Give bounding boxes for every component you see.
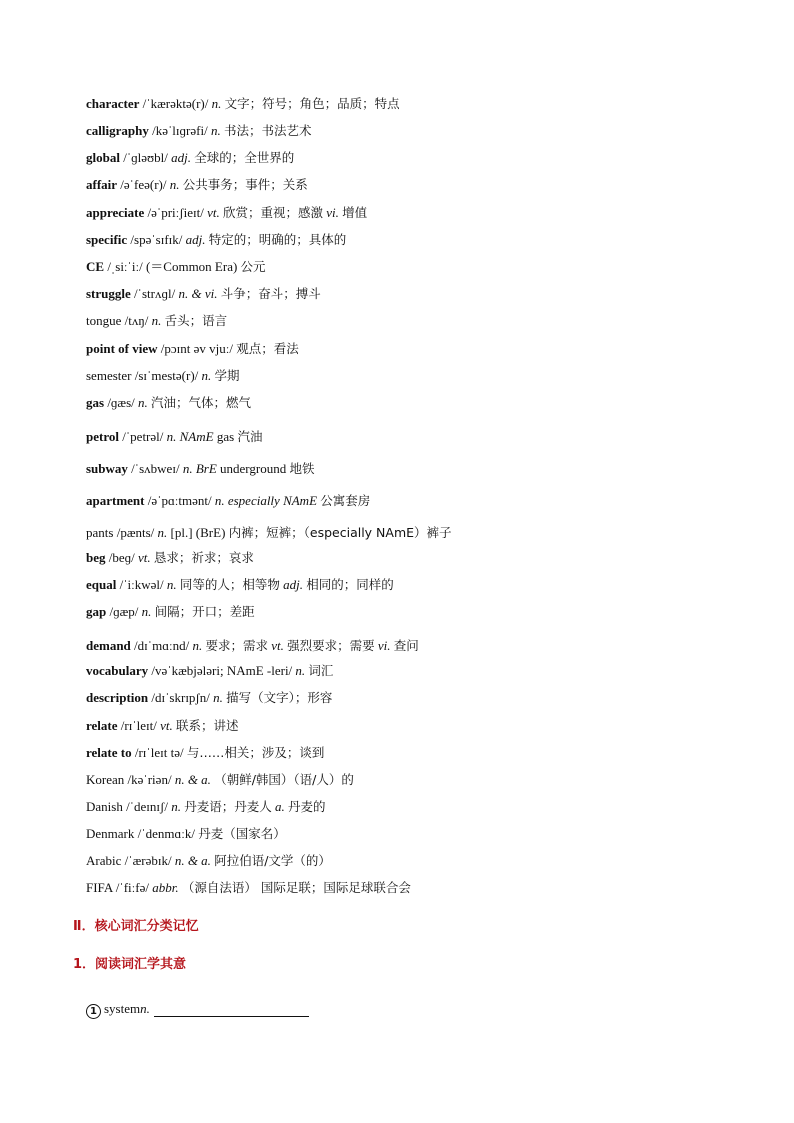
vocab-phonetic: /beɡ/ — [108, 550, 135, 565]
vocab-entry — [86, 548, 776, 568]
vocab-word: global — [86, 150, 120, 165]
vocab-entry — [86, 523, 776, 543]
vocab-phonetic: /ˈɡləʊbl/ — [123, 150, 168, 165]
vocab-note: (＝Common Era) — [145, 259, 238, 274]
vocab-phonetic: /dɪˈmɑːnd/ — [134, 638, 190, 653]
vocab-meaning: 丹麦（国家名） — [198, 826, 286, 841]
vocab-pos: n. — [171, 799, 181, 814]
vocab-word: struggle — [86, 286, 131, 301]
vocab-word: Arabic — [86, 853, 122, 868]
vocab-entry — [86, 175, 776, 195]
vocab-pos: n. — [295, 663, 306, 678]
vocab-word: FIFA — [86, 880, 113, 895]
vocab-entry — [86, 851, 776, 871]
vocab-entry — [86, 770, 776, 790]
vocab-word: demand — [86, 638, 131, 653]
vocab-phonetic: /ˈpetrəl/ — [122, 429, 164, 444]
vocab-phonetic: /dɪˈskrɪpʃn/ — [151, 690, 210, 705]
vocab-phonetic: /rɪˈleɪt tə/ — [134, 745, 184, 760]
vocab-pos: n. — [166, 577, 177, 592]
vocab-entry — [86, 459, 776, 479]
vocab-pos: vi. — [326, 205, 339, 220]
vocab-pos: n. & a. — [174, 853, 211, 868]
vocab-meaning: 特定的；明确的；具体的 — [208, 232, 347, 247]
vocab-meaning: 舌头；语言 — [164, 313, 228, 328]
vocab-entry — [86, 743, 776, 763]
vocab-meaning: 丹麦语；丹麦人 — [184, 799, 272, 814]
vocab-pos: adj. — [283, 577, 304, 592]
vocab-word: tongue — [86, 313, 122, 328]
vocab-phonetic: /ˌsiːˈiː/ — [107, 259, 143, 274]
vocab-meaning: 相同的；同样的 — [306, 577, 394, 592]
vocab-word: pants — [86, 525, 114, 540]
vocab-word: vocabulary — [86, 663, 149, 678]
vocab-word: gap — [86, 604, 107, 619]
vocab-entry — [86, 257, 776, 277]
exercise-item — [86, 998, 309, 1020]
vocab-entry — [86, 203, 776, 223]
vocab-meaning: 描写（文字）；形容 — [226, 690, 333, 705]
vocab-pos: n. — [211, 96, 222, 111]
vocab-phonetic: /kəˈlɪɡrəfi/ — [152, 123, 208, 138]
vocab-entry — [86, 575, 776, 595]
vocab-phonetic: /pænts/ — [116, 525, 155, 540]
vocab-meaning: 强烈要求；需要 — [287, 638, 375, 653]
vocab-entry — [86, 661, 776, 681]
vocab-meaning: 公共事务；事件；关系 — [182, 177, 308, 192]
vocab-entry — [86, 602, 776, 622]
vocab-pos: n. — [192, 638, 203, 653]
vocab-meaning: 丹麦的 — [288, 799, 326, 814]
vocab-word: petrol — [86, 429, 119, 444]
vocab-entry — [86, 824, 776, 844]
exercise-pos: n. — [140, 1001, 150, 1016]
vocab-entry — [86, 366, 776, 386]
vocab-meaning: 欣赏；重视；感激 — [222, 205, 323, 220]
vocab-pos: n. & vi. — [178, 286, 218, 301]
vocab-meaning: 斗争；奋斗；搏斗 — [220, 286, 321, 301]
vocab-entry — [86, 94, 776, 114]
vocab-meaning: （源自法语） 国际足联；国际足球联合会 — [181, 880, 411, 895]
vocab-pos: adj. — [171, 150, 192, 165]
vocab-meaning: 同等的人；相等物 — [179, 577, 280, 592]
vocab-meaning: （朝鲜/韩国）（语/人）的 — [214, 772, 354, 787]
vocab-pos: abbr. — [152, 880, 179, 895]
vocab-entry — [86, 491, 776, 511]
vocab-pos: n. — [166, 429, 177, 444]
vocab-note: [pl.] (BrE) — [170, 525, 226, 540]
vocab-entry — [86, 121, 776, 141]
vocab-meaning: 查问 — [393, 638, 419, 653]
vocab-note: gas — [216, 429, 235, 444]
vocab-entry — [86, 797, 776, 817]
vocab-word: Korean — [86, 772, 125, 787]
vocab-note-italic: NAmE — [179, 429, 214, 444]
vocab-entry — [86, 284, 776, 304]
vocab-meaning: 词汇 — [308, 663, 334, 678]
vocab-pos: n. — [210, 123, 221, 138]
vocab-pos: n. — [182, 461, 193, 476]
vocab-entry — [86, 230, 776, 250]
vocab-word: relate to — [86, 745, 132, 760]
vocab-phonetic: /ˈfiːfə/ — [115, 880, 149, 895]
exercise-word: system — [104, 1001, 141, 1016]
vocab-meaning: 公寓套房 — [320, 493, 371, 508]
vocab-phonetic: /sɪˈmestə(r)/ — [134, 368, 199, 383]
vocab-word: Danish — [86, 799, 123, 814]
vocab-word: character — [86, 96, 140, 111]
vocab-entry — [86, 688, 776, 708]
vocab-pos: n. — [213, 690, 223, 705]
vocab-phonetic: /əˈpɑːtmənt/ — [147, 493, 212, 508]
vocab-meaning: 观点；看法 — [236, 341, 299, 356]
vocab-meaning: 与……相关；涉及；谈到 — [186, 745, 325, 760]
vocab-meaning: 阿拉伯语/文学（的） — [214, 853, 331, 868]
vocab-meaning: 联系；讲述 — [176, 718, 239, 733]
subsection-title: 1．阅读词汇学其意 — [73, 957, 187, 972]
vocab-phonetic: /kəˈriən/ — [127, 772, 172, 787]
vocab-word: description — [86, 690, 149, 705]
vocab-word: apartment — [86, 493, 145, 508]
vocab-entry — [86, 716, 776, 736]
vocab-phonetic: /ɡæp/ — [109, 604, 139, 619]
vocab-meaning: 全球的；全世界的 — [194, 150, 295, 165]
vocab-phonetic: /əˈpriːʃieɪt/ — [147, 205, 204, 220]
vocab-word: specific — [86, 232, 128, 247]
vocab-phonetic: /ˈærəbɪk/ — [124, 853, 172, 868]
vocab-pos: a. — [275, 799, 285, 814]
vocab-phonetic: /tʌŋ/ — [124, 313, 149, 328]
vocab-word: relate — [86, 718, 118, 733]
vocab-phonetic: /ˈiːkwəl/ — [119, 577, 164, 592]
vocab-meaning: 学期 — [214, 368, 240, 383]
vocab-phonetic: /ˈdeɪnɪʃ/ — [126, 799, 168, 814]
vocab-word: calligraphy — [86, 123, 149, 138]
vocab-phonetic: /ɡæs/ — [107, 395, 135, 410]
vocab-meaning: 汽油；气体；燃气 — [151, 395, 252, 410]
vocab-meaning: 地铁 — [289, 461, 315, 476]
vocab-word: Denmark — [86, 826, 135, 841]
vocab-note-italic: BrE — [195, 461, 217, 476]
vocab-entry — [86, 339, 776, 359]
vocab-entry — [86, 393, 776, 413]
vocab-pos: n. — [201, 368, 212, 383]
vocab-word: equal — [86, 577, 117, 592]
vocab-phonetic: /vəˈkæbjələri; NAmE -leri/ — [151, 663, 293, 678]
vocab-meaning: 要求；需求 — [205, 638, 268, 653]
vocab-pos: vt. — [160, 718, 173, 733]
section-title: Ⅱ．核心词汇分类记忆 — [73, 919, 199, 934]
vocab-pos: n. — [169, 177, 180, 192]
vocab-entry — [86, 427, 776, 447]
vocab-pos: n. — [141, 604, 152, 619]
vocab-entry — [86, 878, 776, 898]
vocab-phonetic: /əˈfeə(r)/ — [120, 177, 167, 192]
vocab-meaning: 公元 — [240, 259, 266, 274]
vocab-word: subway — [86, 461, 128, 476]
vocab-note: underground — [220, 461, 287, 476]
vocab-phonetic: /ˈsʌbweɪ/ — [131, 461, 180, 476]
vocab-pos: n. — [151, 313, 162, 328]
vocab-phonetic: /ˈstrʌɡl/ — [134, 286, 176, 301]
vocab-meaning: 恳求；祈求；哀求 — [153, 550, 254, 565]
vocab-word: gas — [86, 395, 105, 410]
vocab-meaning: 内裤；短裤；（especially NAmE）裤子 — [228, 525, 452, 540]
vocab-word: affair — [86, 177, 118, 192]
vocab-meaning: 增值 — [342, 205, 368, 220]
vocab-entry — [86, 311, 776, 331]
vocab-pos: n. & a. — [174, 772, 211, 787]
vocab-word: point of view — [86, 341, 158, 356]
vocab-pos: vt. — [271, 638, 284, 653]
circled-number: 1 — [86, 1004, 101, 1019]
vocab-entry — [86, 636, 776, 656]
vocab-word: semester — [86, 368, 132, 383]
vocab-pos: adj. — [185, 232, 206, 247]
vocab-word: appreciate — [86, 205, 145, 220]
vocab-meaning: 间隔；开口；差距 — [154, 604, 255, 619]
vocab-phonetic: /ˈdenmɑːk/ — [137, 826, 195, 841]
vocab-word: CE — [86, 259, 105, 274]
vocab-phonetic: /rɪˈleɪt/ — [120, 718, 157, 733]
vocab-note-italic: especially NAmE — [227, 493, 318, 508]
vocab-phonetic: /ˈkærəktə(r)/ — [142, 96, 209, 111]
vocab-entry — [86, 148, 776, 168]
vocab-meaning: 文字；符号；角色；品质；特点 — [224, 96, 400, 111]
answer-blank[interactable] — [154, 1002, 309, 1017]
vocab-meaning: 汽油 — [237, 429, 263, 444]
vocab-pos: n. — [214, 493, 225, 508]
vocab-pos: n. — [157, 525, 168, 540]
vocab-word: beg — [86, 550, 106, 565]
vocab-pos: vt. — [207, 205, 220, 220]
vocab-phonetic: /pɔɪnt əv vjuː/ — [160, 341, 233, 356]
vocab-phonetic: /spəˈsɪfɪk/ — [130, 232, 183, 247]
vocab-pos: vi. — [377, 638, 391, 653]
vocab-pos: vt. — [138, 550, 151, 565]
vocab-pos: n. — [138, 395, 148, 410]
vocab-meaning: 书法；书法艺术 — [223, 123, 312, 138]
